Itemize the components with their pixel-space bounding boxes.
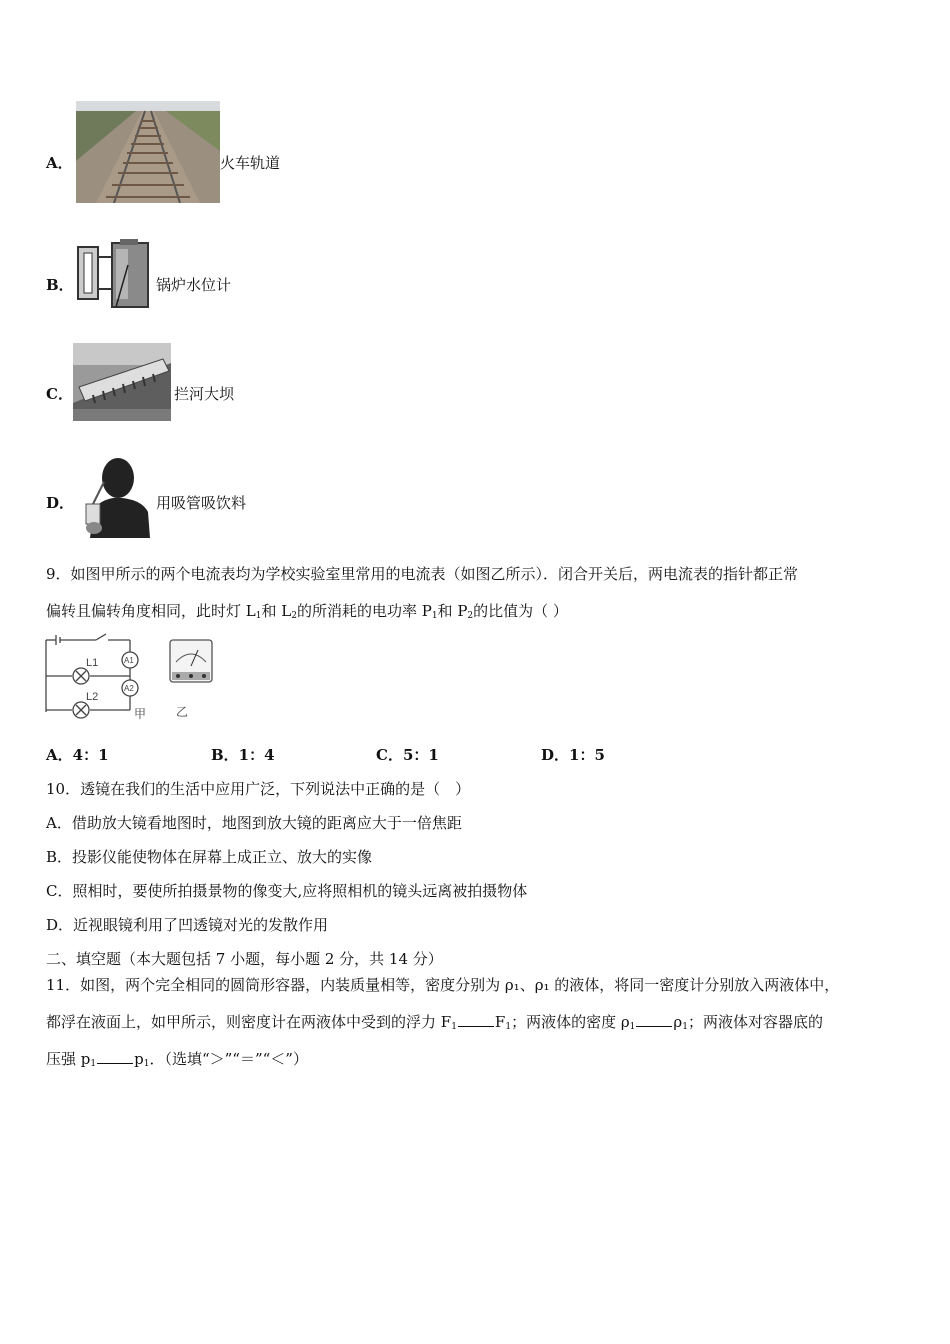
label-a1: A1 bbox=[124, 656, 134, 665]
q11-line2: 都浮在液面上，如甲所示，则密度计在两液体中受到的浮力 $F_1$ $F_1$；两液体的密度 $\rho_1$ $\rho_1$；两液体对容器底的 bbox=[46, 1013, 823, 1032]
option-b-letter: B． bbox=[46, 276, 74, 294]
blank-3[interactable] bbox=[97, 1051, 133, 1064]
label-a2: A2 bbox=[124, 684, 134, 693]
boiler-gauge-image bbox=[76, 237, 152, 311]
q9-option-b: B．1：4 bbox=[211, 746, 275, 764]
q11-line1: 11．如图，两个完全相同的圆筒形容器，内装质量相等，密度分别为 ρ₁、ρ₁ 的液体，将同一密度计分别放入两液体中， bbox=[46, 976, 840, 994]
blank-2[interactable] bbox=[636, 1014, 672, 1027]
option-d-letter: D． bbox=[46, 494, 75, 512]
q10-option-a: A．借助放大镜看地图时，地图到放大镜的距离应大于一倍焦距 bbox=[46, 814, 462, 832]
label-l2: L2 bbox=[86, 691, 99, 703]
q10-stem: 10．透镜在我们的生活中应用广泛，下列说法中正确的是（ ） bbox=[46, 780, 471, 798]
q9-stem-line2: 偏转且偏转角度相同，此时灯 $L_1$和 $L_2$的所消耗的电功率 $P_1$和 $P_2$的比值为（ ） bbox=[46, 602, 568, 621]
ammeter-picture bbox=[170, 640, 212, 682]
option-c-letter: C． bbox=[46, 385, 73, 403]
circuit-diagram bbox=[42, 630, 222, 722]
q9-option-d: D．1：5 bbox=[541, 746, 605, 764]
blank-1[interactable] bbox=[458, 1014, 494, 1027]
option-c-label: 拦河大坝 bbox=[174, 385, 235, 403]
option-d-label: 用吸管吸饮料 bbox=[156, 494, 247, 512]
q9-stem-line1: 9．如图甲所示的两个电流表均为学校实验室里常用的电流表（如图乙所示）．闭合开关后，两电流表的指针都正常 bbox=[46, 565, 799, 583]
option-a-letter: A． bbox=[46, 154, 73, 172]
child-straw-image bbox=[76, 452, 152, 538]
railway-track-image bbox=[76, 101, 220, 203]
option-b-label: 锅炉水位计 bbox=[156, 276, 232, 294]
q9-option-a: A．4：1 bbox=[46, 746, 109, 764]
label-yi: 乙 bbox=[176, 705, 189, 719]
q10-option-c: C．照相时，要使所拍摄景物的像变大,应将照相机的镜头远离被拍摄物体 bbox=[46, 882, 528, 900]
q10-option-b: B．投影仪能使物体在屏幕上成正立、放大的实像 bbox=[46, 848, 373, 866]
river-dam-image bbox=[73, 343, 171, 421]
label-jia: 甲 bbox=[134, 707, 147, 721]
label-l1: L1 bbox=[86, 657, 99, 669]
q10-option-d: D．近视眼镜利用了凹透镜对光的发散作用 bbox=[46, 916, 329, 934]
q9-option-c: C．5：1 bbox=[376, 746, 439, 764]
option-a-label: 火车轨道 bbox=[220, 154, 281, 172]
section-heading: 二、填空题（本大题包括 7 小题，每小题 2 分，共 14 分） bbox=[46, 950, 443, 968]
q11-line3: 压强 $p_1$ $p_1$．（选填“＞”“＝”“＜”） bbox=[46, 1050, 308, 1069]
